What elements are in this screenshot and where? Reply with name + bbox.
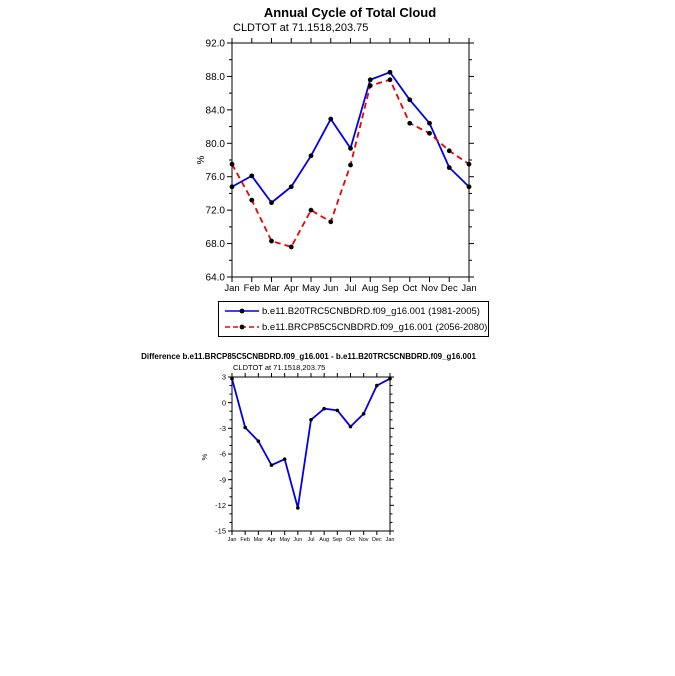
legend-item-rcp85 xyxy=(219,319,488,335)
series-0-marker xyxy=(230,184,235,189)
series-0-line xyxy=(232,72,469,202)
y-tick-label: -9 xyxy=(219,475,226,485)
diff-chart-title: Difference b.e11.BRCP85C5CNBDRD.f09_g16.001 - b.e11.B20TRC5CNBDRD.f09_g16.001 xyxy=(141,352,476,361)
main-chart-title: Annual Cycle of Total Cloud xyxy=(263,5,437,20)
x-tick-label: Mar xyxy=(253,537,264,543)
x-tick-label: Oct xyxy=(346,537,355,543)
series-0-marker xyxy=(388,70,393,75)
series-0-marker xyxy=(309,418,313,422)
x-tick-label: Jun xyxy=(323,283,339,294)
series-0-marker xyxy=(447,165,452,170)
series-1-marker xyxy=(230,162,235,167)
series-0-marker xyxy=(270,463,274,467)
series-1-marker xyxy=(407,121,412,126)
x-tick-label: May xyxy=(302,283,320,294)
y-tick-label: 68.0 xyxy=(205,239,225,251)
axis-labels xyxy=(196,39,477,295)
axis-frame xyxy=(228,373,394,535)
diff-chart xyxy=(190,372,410,552)
series-0-marker xyxy=(349,425,353,429)
x-tick-label: Oct xyxy=(402,283,418,294)
y-tick-label: 72.0 xyxy=(205,205,225,217)
y-tick-label: 64.0 xyxy=(205,272,225,284)
legend-marker-dot xyxy=(240,325,245,330)
x-tick-label: Jul xyxy=(344,283,357,294)
series-0-marker xyxy=(283,457,287,461)
x-tick-label: Feb xyxy=(240,537,250,543)
series-1-marker xyxy=(269,239,274,244)
series-1-marker xyxy=(348,163,353,168)
main-chart xyxy=(190,36,500,300)
series-0-marker xyxy=(407,97,412,102)
x-tick-label: Mar xyxy=(263,283,280,294)
x-tick-label: May xyxy=(279,537,290,543)
y-tick-label: 76.0 xyxy=(205,172,225,184)
diff-chart-subtitle: CLDTOT at 71.1518,203.75 xyxy=(233,363,326,372)
y-tick-label: -12 xyxy=(215,500,226,510)
series-1-marker xyxy=(388,77,393,82)
x-tick-label: Feb xyxy=(243,283,260,294)
y-tick-label: 3 xyxy=(221,372,226,382)
axis-labels xyxy=(200,373,394,543)
x-tick-label: Apr xyxy=(283,283,299,294)
axis-frame xyxy=(227,38,474,282)
series-0-marker xyxy=(296,506,300,510)
series-0-marker xyxy=(467,184,472,189)
y-axis-title: % xyxy=(196,155,207,165)
legend-label-historical: b.e11.B20TRC5CNBDRD.f09_g16.001 (1981-2005) xyxy=(262,305,480,317)
series-0-marker xyxy=(309,153,314,158)
series-0-line xyxy=(232,379,390,508)
series-1-marker xyxy=(289,245,294,250)
main-chart-subtitle: CLDTOT at 71.1518,203.75 xyxy=(233,22,369,34)
x-tick-label: Aug xyxy=(361,283,379,294)
y-tick-label: -6 xyxy=(219,449,226,459)
series-0 xyxy=(230,377,392,510)
legend-dashed-line-sample xyxy=(224,321,260,333)
legend xyxy=(218,301,489,337)
series-0-marker xyxy=(243,426,247,430)
series-1-marker xyxy=(368,83,373,88)
x-tick-label: Dec xyxy=(371,537,382,543)
series-0-marker xyxy=(348,146,353,151)
series-1-marker xyxy=(309,208,314,213)
x-tick-label: Aug xyxy=(319,537,330,543)
series-1-marker xyxy=(427,131,432,136)
series-1 xyxy=(230,77,472,249)
series-0-marker xyxy=(257,439,261,443)
legend-solid-line-sample xyxy=(224,305,260,317)
y-tick-label: -15 xyxy=(215,526,226,536)
y-tick-label: 92.0 xyxy=(205,38,225,50)
series-1-marker xyxy=(249,198,254,203)
x-tick-label: Jan xyxy=(461,283,477,294)
x-tick-label: Apr xyxy=(267,537,276,543)
y-tick-label: -3 xyxy=(219,423,226,433)
x-tick-label: Jan xyxy=(224,283,240,294)
x-tick-label: Jan xyxy=(227,537,237,543)
series-1-marker xyxy=(447,148,452,153)
legend-label-rcp85: b.e11.BRCP85C5CNBDRD.f09_g16.001 (2056-2080) xyxy=(262,321,488,333)
x-tick-label: Sep xyxy=(381,283,399,294)
x-tick-label: Jan xyxy=(385,537,395,543)
x-tick-label: Sep xyxy=(332,537,343,543)
series-0-marker xyxy=(269,200,274,205)
x-tick-label: Jun xyxy=(293,537,303,543)
series-1-marker xyxy=(467,162,472,167)
x-tick-label: Dec xyxy=(440,283,458,294)
series-0-marker xyxy=(230,377,234,381)
y-tick-label: 88.0 xyxy=(205,71,225,83)
legend-marker-dot xyxy=(240,309,245,314)
series-0-marker xyxy=(336,409,340,413)
y-tick-label: 0 xyxy=(221,398,226,408)
series-0-marker xyxy=(328,117,333,122)
legend-item-historical xyxy=(219,303,488,319)
y-axis-title: % xyxy=(200,453,209,461)
series-1-marker xyxy=(328,219,333,224)
series-0-marker xyxy=(427,121,432,126)
series-0-marker xyxy=(362,412,366,416)
x-tick-label: Jul xyxy=(307,537,315,543)
y-tick-label: 84.0 xyxy=(205,105,225,117)
series-0-marker xyxy=(249,173,254,178)
y-tick-label: 80.0 xyxy=(205,138,225,150)
series-0-marker xyxy=(289,184,294,189)
x-tick-label: Nov xyxy=(358,537,369,543)
x-tick-label: Nov xyxy=(421,283,438,294)
series-0-marker xyxy=(375,384,379,388)
series-0-marker xyxy=(322,407,326,411)
series-0-marker xyxy=(368,77,373,82)
series-0-marker xyxy=(388,377,392,381)
